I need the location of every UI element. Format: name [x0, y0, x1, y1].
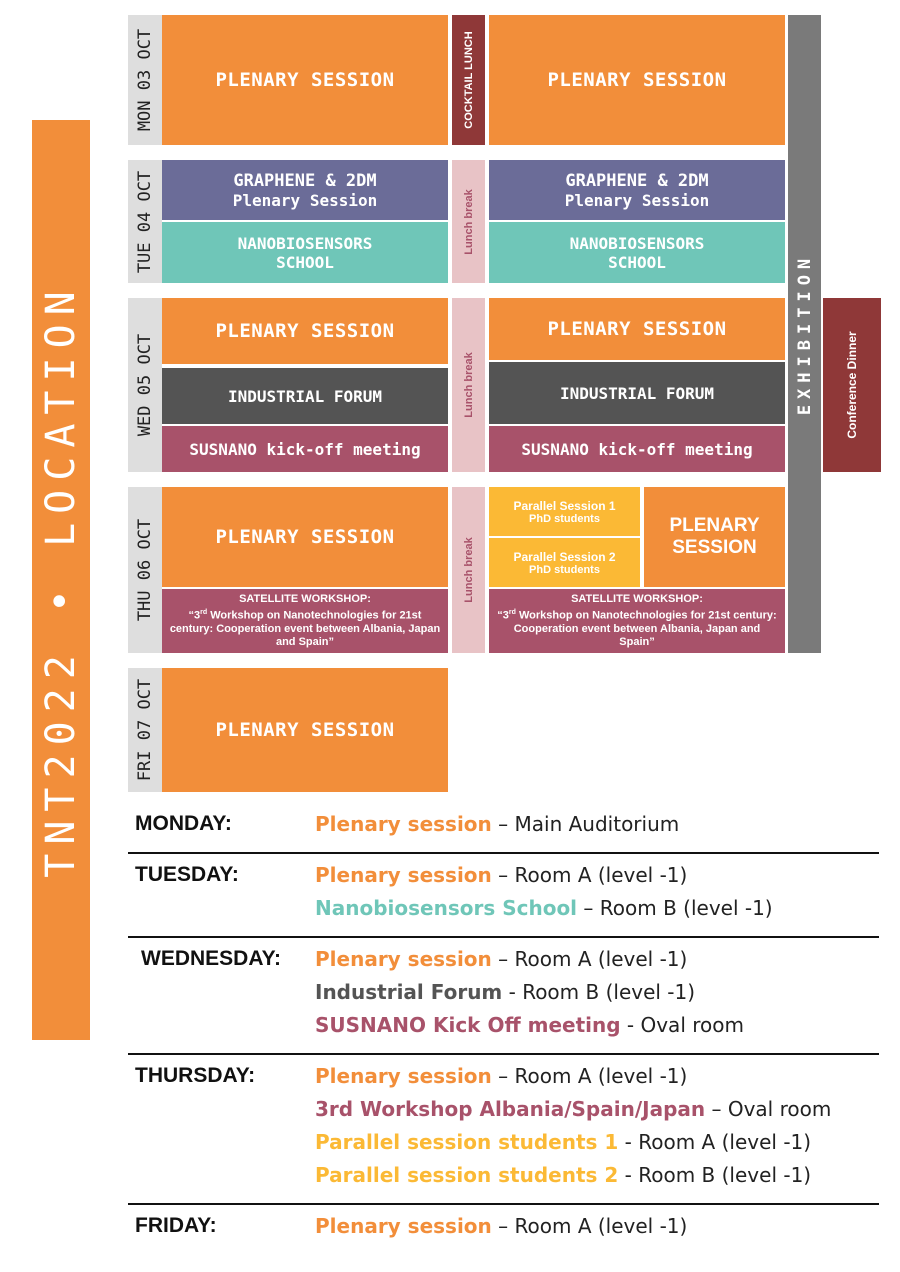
wed-industrial-right: INDUSTRIAL FORUM: [489, 362, 785, 424]
wed-lunch-break: Lunch break: [452, 298, 485, 472]
wed-plenary-right: PLENARY SESSION: [489, 298, 785, 360]
day-label-thu: THU 06 OCT: [128, 487, 162, 653]
separator: [128, 1203, 879, 1205]
thursday-line-2: 3rd Workshop Albania/Spain/Japan – Oval room: [315, 1097, 832, 1121]
day-label-tue: TUE 04 OCT: [128, 160, 162, 283]
wednesday-line-3: SUSNANO Kick Off meeting - Oval room: [315, 1013, 744, 1037]
thu-plenary-left: PLENARY SESSION: [162, 487, 448, 587]
tue-graphene-left: GRAPHENE & 2DM Plenary Session: [162, 160, 448, 220]
thu-parallel-session-2: Parallel Session 2 PhD students: [489, 538, 640, 587]
wed-industrial-left: INDUSTRIAL FORUM: [162, 368, 448, 424]
fri-plenary: PLENARY SESSION: [162, 668, 448, 792]
tue-nanobiosensors-right: NANOBIOSENSORS SCHOOL: [489, 222, 785, 283]
separator: [128, 852, 879, 854]
thursday-label: THURSDAY:: [135, 1064, 256, 1087]
tue-nanobiosensors-left: NANOBIOSENSORS SCHOOL: [162, 222, 448, 283]
monday-line-1: Plenary session – Main Auditorium: [315, 812, 680, 836]
exhibition-column: EXHIBITION: [788, 15, 821, 653]
conference-dinner: Conference Dinner: [823, 298, 881, 472]
tuesday-label: TUESDAY:: [135, 863, 239, 886]
day-label-fri: FRI 07 OCT: [128, 668, 162, 792]
thu-satellite-left: SATELLITE WORKSHOP: “3rd Workshop on Nanotechnologies for 21st century: Cooperation event between Albania, Japan and Spain”: [162, 589, 448, 653]
thursday-line-1: Plenary session – Room A (level -1): [315, 1064, 688, 1088]
wed-susnano-right: SUSNANO kick-off meeting: [489, 426, 785, 472]
monday-label: MONDAY:: [135, 812, 232, 835]
thursday-line-3: Parallel session students 1 - Room A (level -1): [315, 1130, 812, 1154]
side-banner: [32, 120, 90, 1040]
day-label-wed: WED 05 OCT: [128, 298, 162, 472]
thursday-line-4: Parallel session students 2 - Room B (level -1): [315, 1163, 812, 1187]
mon-plenary-right: PLENARY SESSION: [489, 15, 785, 145]
wed-plenary-left: PLENARY SESSION: [162, 298, 448, 364]
separator: [128, 936, 879, 938]
thu-lunch-break: Lunch break: [452, 487, 485, 653]
friday-label: FRIDAY:: [135, 1214, 217, 1237]
day-label-mon: MON 03 OCT: [128, 15, 162, 145]
tuesday-line-1: Plenary session – Room A (level -1): [315, 863, 688, 887]
thu-plenary-right: PLENARY SESSION: [644, 487, 785, 587]
wed-susnano-left: SUSNANO kick-off meeting: [162, 426, 448, 472]
side-title: TNT2022 • LOCATION: [38, 282, 84, 878]
mon-plenary-left: PLENARY SESSION: [162, 15, 448, 145]
thu-satellite-right: SATELLITE WORKSHOP: “3rd Workshop on Nanotechnologies for 21st century: Cooperation event between Albania, Japan and Spain”: [489, 589, 785, 653]
wednesday-line-1: Plenary session – Room A (level -1): [315, 947, 688, 971]
tuesday-line-2: Nanobiosensors School – Room B (level -1): [315, 896, 773, 920]
thu-parallel-session-1: Parallel Session 1 PhD students: [489, 487, 640, 536]
mon-cocktail-lunch: COCKTAIL LUNCH: [452, 15, 485, 145]
tue-graphene-right: GRAPHENE & 2DM Plenary Session: [489, 160, 785, 220]
friday-line-1: Plenary session – Room A (level -1): [315, 1214, 688, 1238]
separator: [128, 1053, 879, 1055]
tue-lunch-break: Lunch break: [452, 160, 485, 283]
wednesday-label: WEDNESDAY:: [141, 947, 282, 970]
wednesday-line-2: Industrial Forum - Room B (level -1): [315, 980, 696, 1004]
